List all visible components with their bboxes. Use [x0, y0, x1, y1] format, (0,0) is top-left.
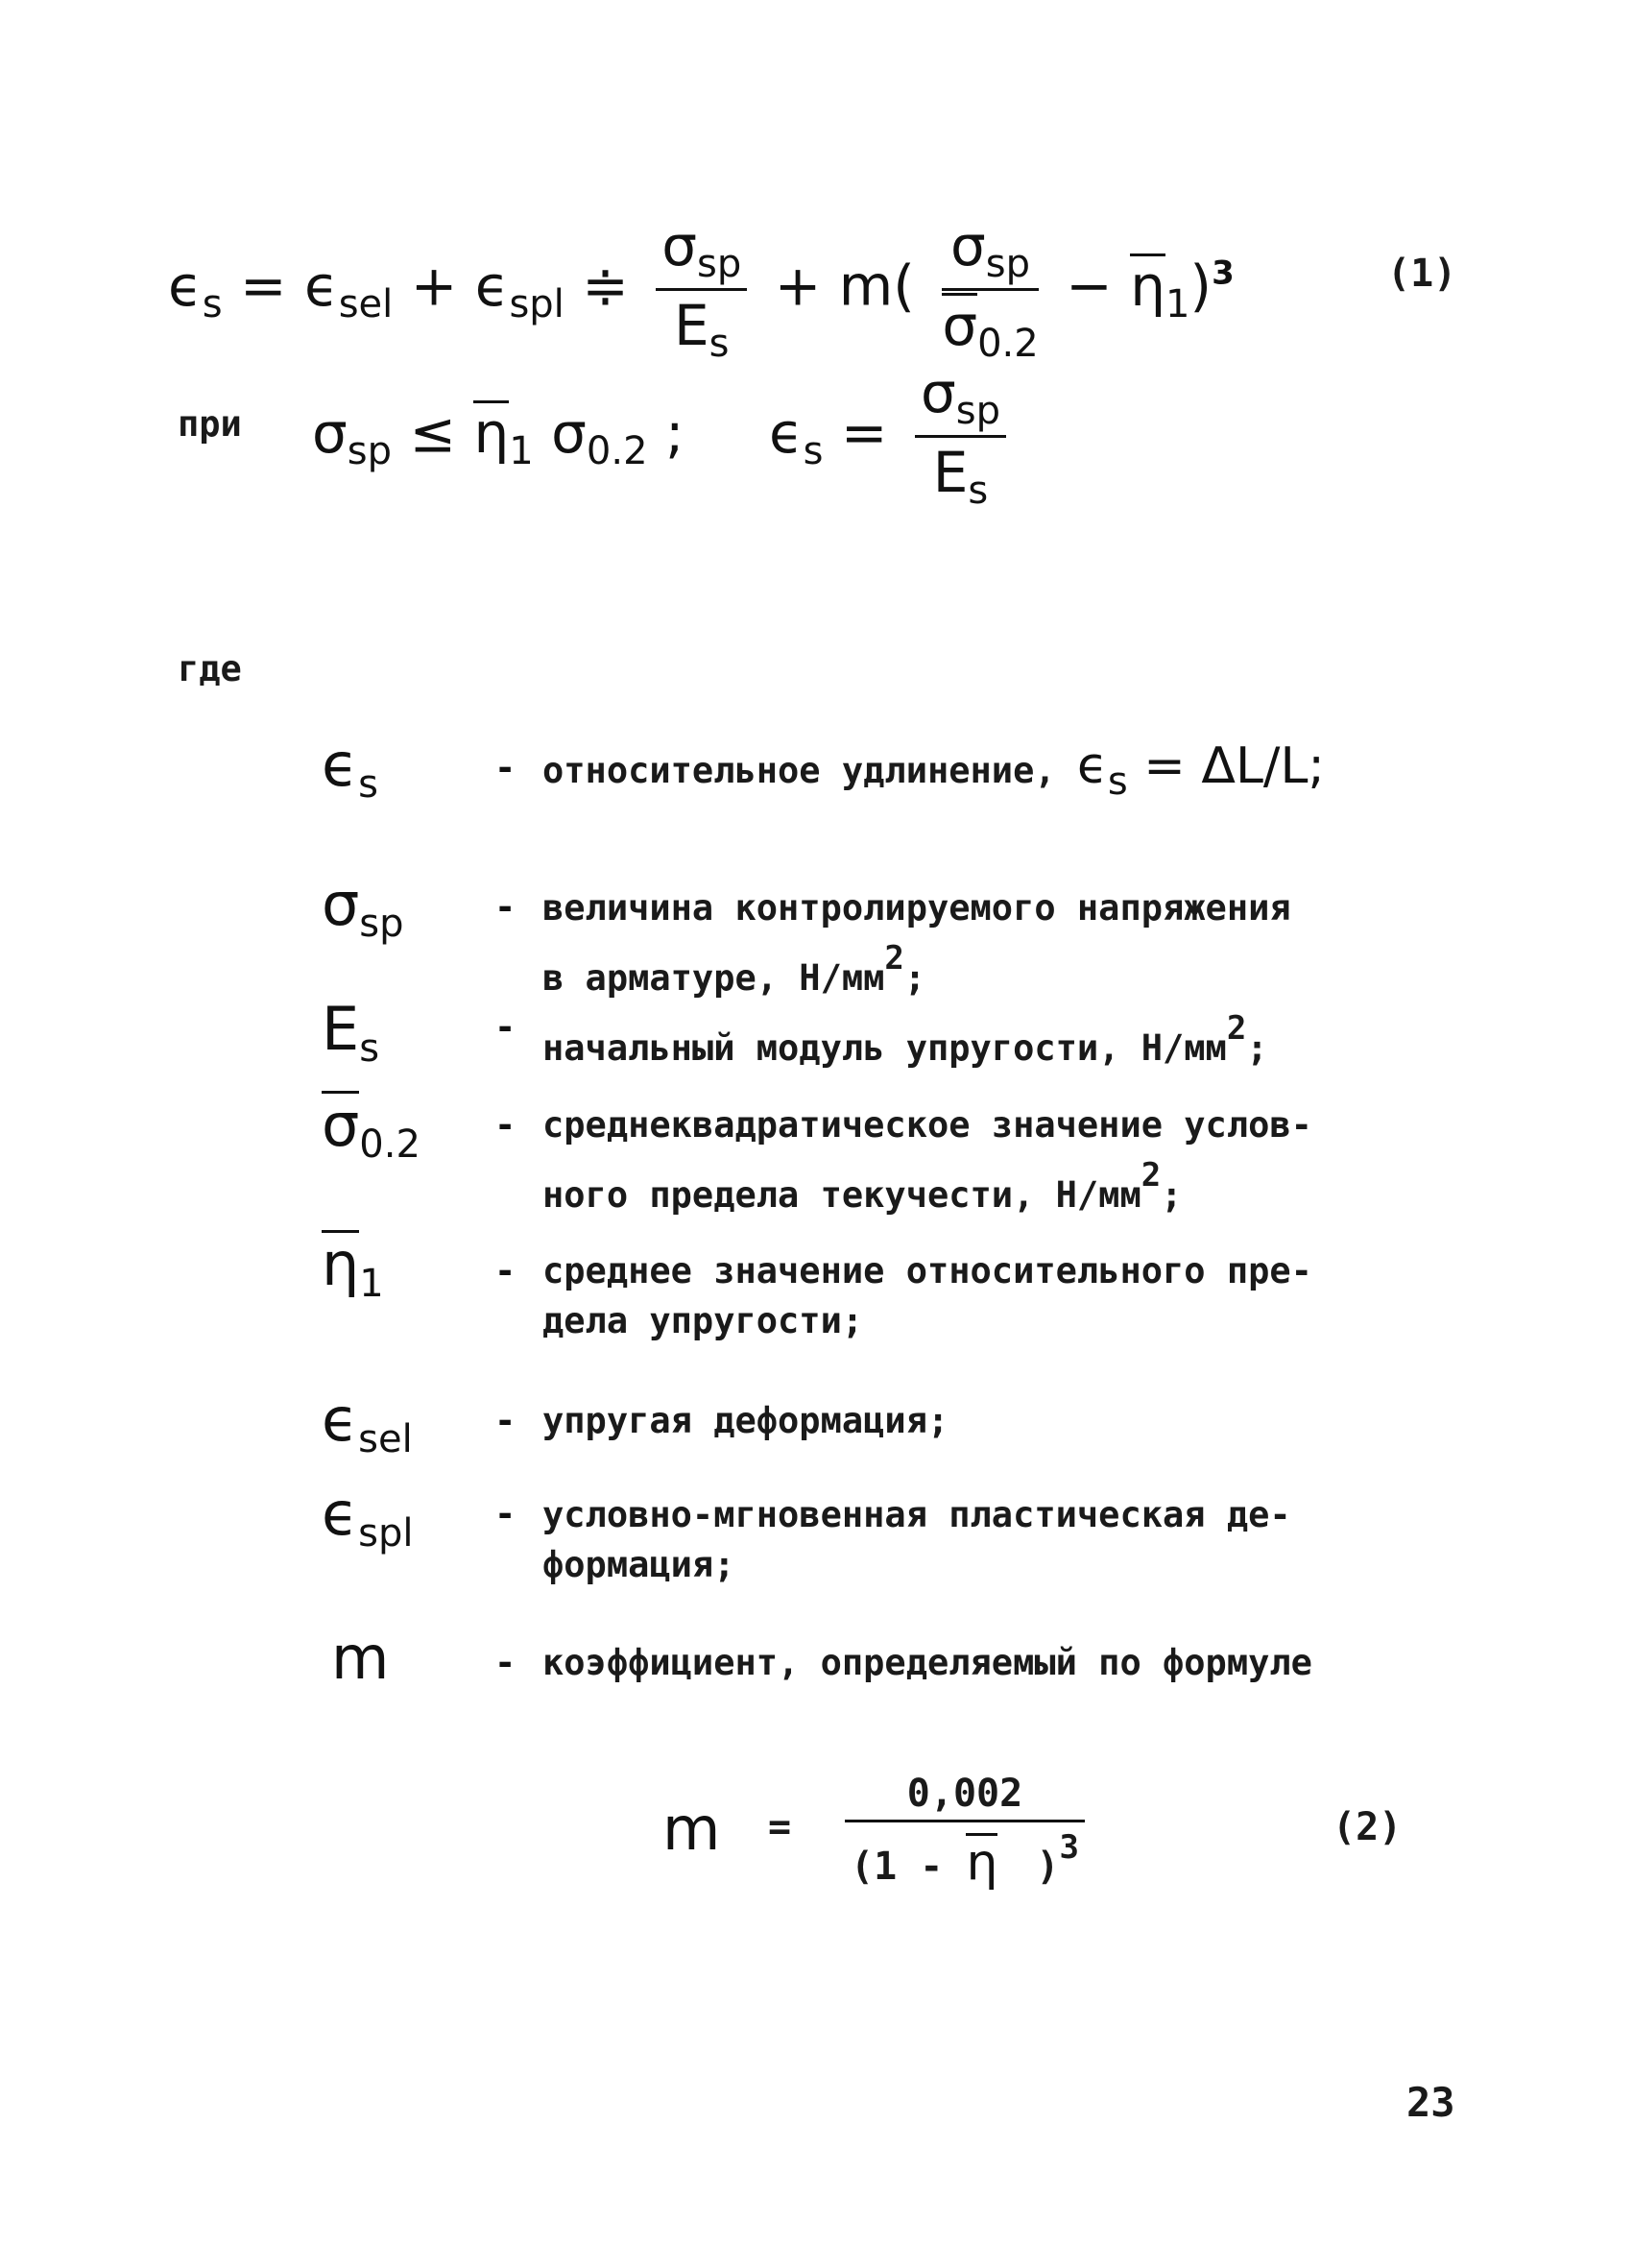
coef-m: m — [838, 253, 894, 319]
def-symbol-eta-1: $\eta_1$ — [322, 1229, 384, 1306]
plus-sign: + — [774, 253, 822, 319]
left-paren: ( — [893, 253, 915, 319]
def-text-eps-s: относительное удлинение, $\epsilon_s = \Delta L/L$; — [542, 737, 1325, 804]
sigma-02: $\sigma_{0.2}$ — [551, 399, 648, 473]
sigma-sp: $\sigma_{sp}$ — [312, 399, 392, 473]
pri-label: при — [178, 403, 242, 445]
def-dash: - — [494, 1642, 516, 1683]
def-text-m: коэффициент, определяемый по формуле — [542, 1642, 1312, 1683]
def-symbol-eps-spl: $\epsilon_{spl}$ — [322, 1479, 414, 1556]
eps-sel: $\epsilon_{sel}$ — [304, 253, 394, 326]
semicolon: ; — [664, 399, 684, 466]
plus-sign: + — [410, 253, 458, 319]
eps-s: $\epsilon_s$ — [768, 399, 824, 473]
def-dash: - — [494, 1006, 516, 1048]
def-symbol-sigma-sp: $\sigma_{sp}$ — [322, 869, 404, 946]
fraction-sigma-over-e: $\frac{\sigma_{sp}}{E_s}$ — [915, 360, 1006, 513]
formula-2-denominator: (1 - η )$^3$ — [851, 1828, 1079, 1892]
def-text-eps-sel: упругая деформация; — [542, 1400, 949, 1441]
def-dash: - — [494, 1250, 516, 1291]
eta-1: $\eta_1$ — [1130, 253, 1190, 326]
formula-2-m: m — [662, 1794, 721, 1864]
where-label: где — [178, 648, 242, 689]
def-symbol-e-s: $E_s$ — [322, 994, 380, 1071]
def-dash: - — [494, 886, 516, 928]
minus-sign: − — [1066, 253, 1113, 319]
page-number: 23 — [1406, 2079, 1455, 2126]
condition-line — [312, 360, 1016, 513]
def-symbol-m: m — [331, 1623, 390, 1693]
def-text-eps-spl: условно-мгновенная пластическая де- формация; — [542, 1494, 1291, 1585]
fraction-sigma-over-e: $\frac{\sigma_{sp}}{E_s}$ — [656, 213, 747, 366]
eps-spl: $\epsilon_{spl}$ — [474, 253, 564, 326]
approx-sign: ≑ — [582, 253, 629, 319]
fraction-sigma-over-sigma02: $\frac{\sigma_{sp}}{\sigma_{0.2}}$ — [942, 213, 1039, 366]
def-symbol-sigma-02: $\sigma_{0.2}$ — [322, 1090, 420, 1167]
right-paren: ) — [1189, 253, 1213, 319]
def-text-sigma-02: среднеквадратическое значение услов- ного предела текучести, Н/мм2; — [542, 1104, 1312, 1216]
def-text-sigma-sp: величина контролируемого напряжения в арматуре, Н/мм2; — [542, 887, 1291, 999]
eps-s: $\epsilon_s$ — [168, 253, 223, 326]
equals-sign: = — [840, 399, 888, 466]
formula-2-eq: = — [768, 1805, 792, 1849]
formula-2-numerator: 0,002 — [845, 1772, 1085, 1822]
eta-1: $\eta_1$ — [473, 399, 534, 473]
def-dash: - — [494, 1104, 516, 1146]
formula-2-fraction — [845, 1772, 1085, 1892]
def-symbol-eps-sel: $\epsilon_{sel}$ — [322, 1385, 413, 1461]
equals-sign: = — [239, 253, 287, 319]
def-text-e-s: начальный модуль упругости, Н/мм2; — [542, 1009, 1268, 1069]
def-symbol-eps-s: $\epsilon_s$ — [322, 730, 378, 807]
def-dash: - — [494, 747, 516, 788]
leq-sign: ≤ — [409, 399, 457, 466]
def-dash: - — [494, 1493, 516, 1534]
def-text-eta-1: среднее значение относительного пре- дела упругости; — [542, 1250, 1312, 1341]
equation-number-2: (2) — [1333, 1805, 1403, 1849]
def-dash: - — [494, 1400, 516, 1441]
equation-number-1: (1) — [1387, 252, 1457, 296]
formula-1 — [168, 213, 1235, 366]
power-3: 3 — [1212, 253, 1235, 293]
